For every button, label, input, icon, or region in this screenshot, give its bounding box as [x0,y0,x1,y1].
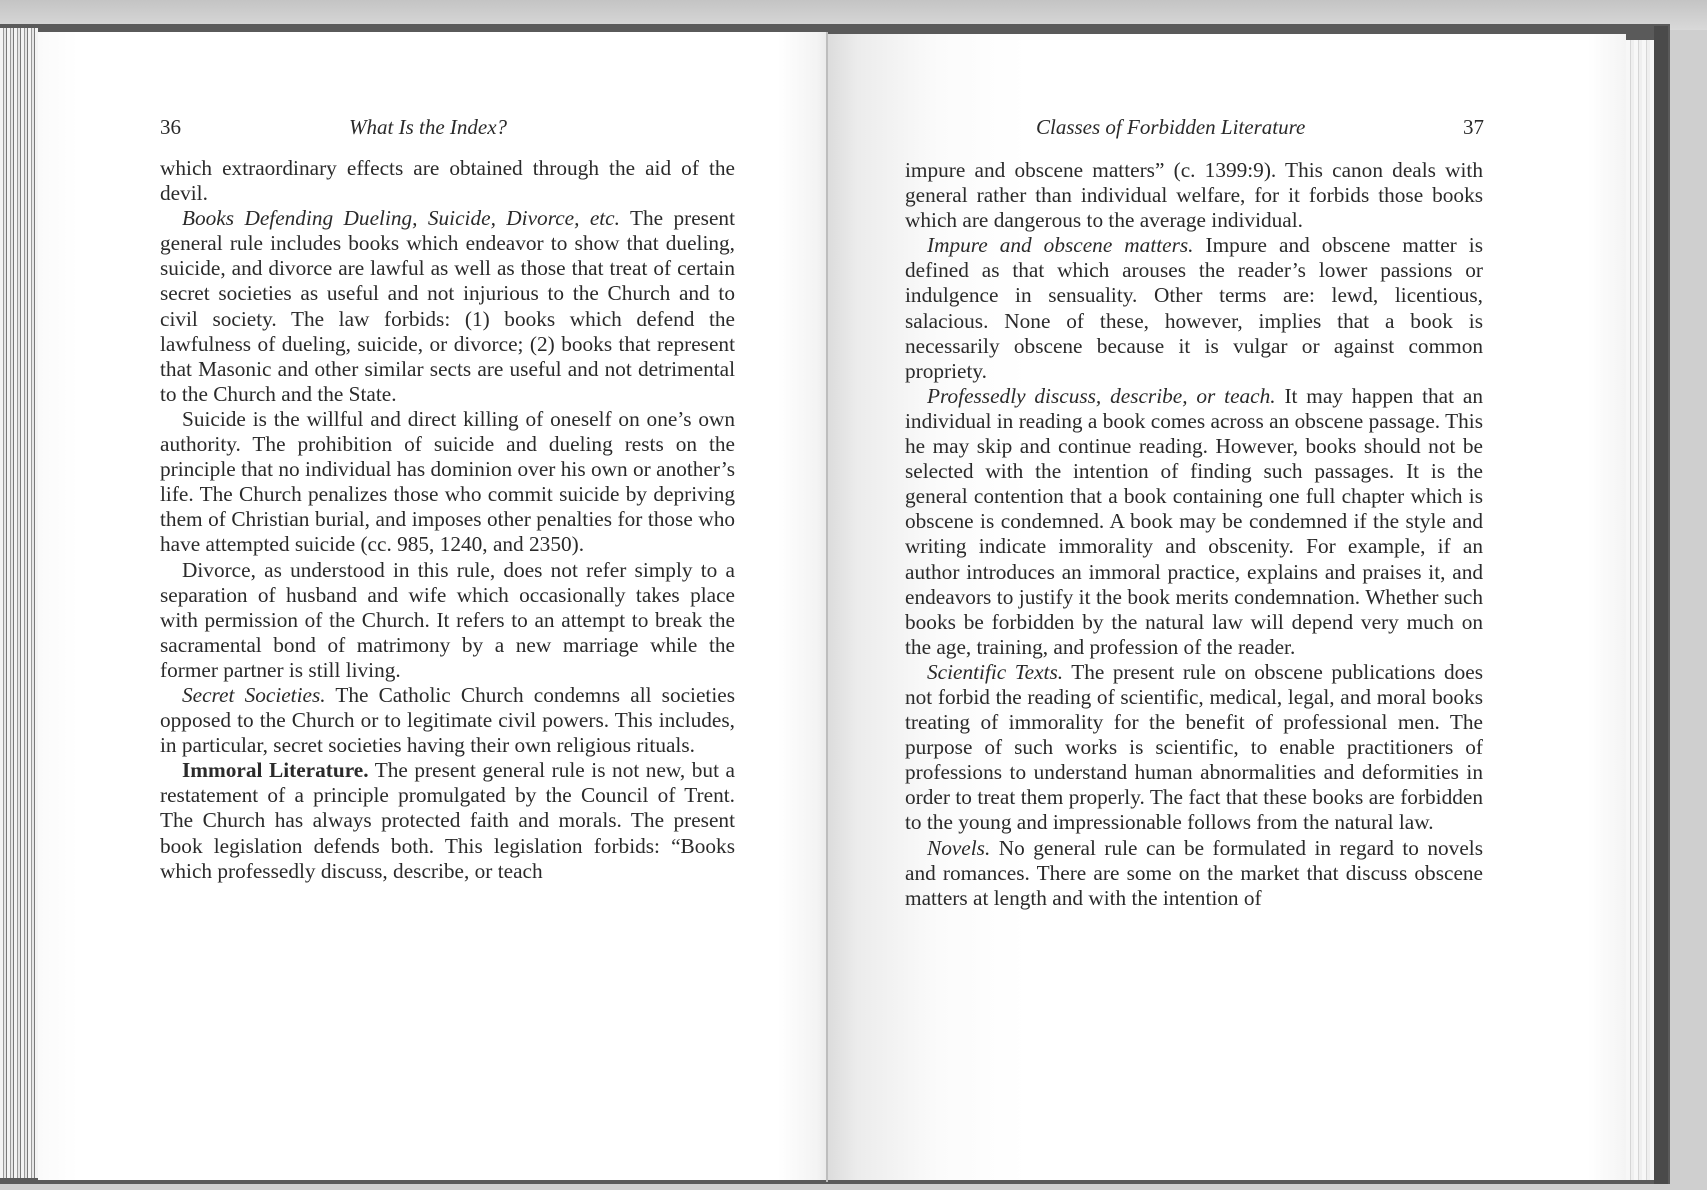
left-page-edges [0,28,38,1178]
page-number: 37 [1463,115,1484,139]
paragraph [905,158,1483,233]
section-heading: Secret Societies. [182,682,326,707]
right-running-head [904,112,1484,142]
section-heading: Immoral Literature. [182,758,369,783]
running-title: Classes of Forbidden Literature [1036,115,1306,139]
section-heading: Impure and obscene matters. [927,233,1194,258]
book-gutter [826,32,828,1182]
section-heading: Scientific Texts. [927,659,1064,684]
paragraph-text: The present rule on obscene publications does not forbid the reading of scientific, medical, legal, and moral books treating of immorality for the benefit of professional men. The purpose of such works is scientific, to enable practitioners of professions to understand human abnormalities and deformities in order to treat them properly. The fact that these books are forbidden to the young and impressionable follows from the natural law. [905,659,1483,835]
right-page-body [905,158,1483,911]
paragraph-text: Suicide is the willful and direct killing of oneself on one’s own authority. The prohibition of suicide and dueling rests on the principle that no individual has dominion over his own or another’s life. The Church penalizes those who commit suicide by depriving them of Christian burial, and imposes other penalties for those who have attempted suicide (cc. 985, 1240, and 2350). [160,406,735,557]
paragraph [160,206,735,407]
paragraph [905,836,1483,911]
paragraph-text: impure and obscene matters” (c. 1399:9). This canon deals with general rather than individual welfare, for it forbids those books which are dangerous to the average individual. [905,158,1483,233]
paragraph-text: Impure and obscene matter is defined as that which arouses the reader’s lower passions or indulgence in sensuality. Other terms are: lewd, licentious, salacious. None of these, however, implies that a book is necessarily obscene because it is vulgar or against common propriety. [905,233,1483,383]
paragraph-text: The present general rule includes books which endeavor to show that dueling, suicide, and divorce are lawful as well as those that treat of certain secret societies as useful and not injurious to the Church and to civil society. The law forbids: (1) books which defend the lawfulness of dueling, suicide, or divorce; (2) books that represent that Masonic and other similar sects are useful and not detrimental to the Church and the State. [160,206,735,406]
section-heading: Novels. [927,835,991,860]
left-page-body [160,156,735,884]
paragraph-text: Divorce, as understood in this rule, does not refer simply to a separation of husband and wife which occasionally takes place with permission of the Church. It refers to an attempt to break the sacramental bond of matrimony by a new marriage while the former partner is still living. [160,557,735,682]
paragraph [160,758,735,883]
paragraph [160,683,735,758]
paragraph [160,156,735,206]
paragraph [905,660,1483,836]
right-page-edges [1626,40,1656,1180]
page-number: 36 [160,115,181,139]
book-cover-edge [1654,26,1668,1184]
left-running-head [160,112,735,142]
paragraph [905,384,1483,660]
paragraph-text: The Catholic Church condemns all societies opposed to the Church or to legitimate civil powers. This includes, in particular, secret societies having their own religious rituals. [160,682,736,758]
paragraph-text: which extraordinary effects are obtained through the aid of the devil. [160,156,735,206]
paragraph-text: The present general rule is not new, but a restatement of a principle promulgated by the Council of Trent. The Church has always protected faith and morals. The present book legislation defends both. This legislation forbids: “Books which professedly discuss, describe, or teach [160,758,735,883]
section-heading: Books Defending Dueling, Suicide, Divorce, etc. [182,206,620,231]
paragraph-text: No general rule can be formulated in regard to novels and romances. There are some on the market that discuss obscene matters at length and with the intention of [905,835,1483,910]
paragraph-text: It may happen that an individual in reading a book comes across an obscene passage. This he may skip and continue reading. However, books should not be selected with the intention of finding such passages. It is the general contention that a book containing one full chapter which is obscene is condemned. A book may be condemned if the style and writing indicate immorality and obscenity. For example, if an author introduces an immoral practice, explains and praises it, and endeavors to justify it the book merits condemnation. Whether such books be forbidden by the natural law will depend very much on the age, training, and profession of the reader. [905,383,1483,659]
paragraph [905,233,1483,384]
running-title: What Is the Index? [349,115,508,139]
paragraph [160,558,735,683]
paragraph [160,407,735,558]
section-heading: Professedly discuss, describe, or teach. [927,383,1276,408]
